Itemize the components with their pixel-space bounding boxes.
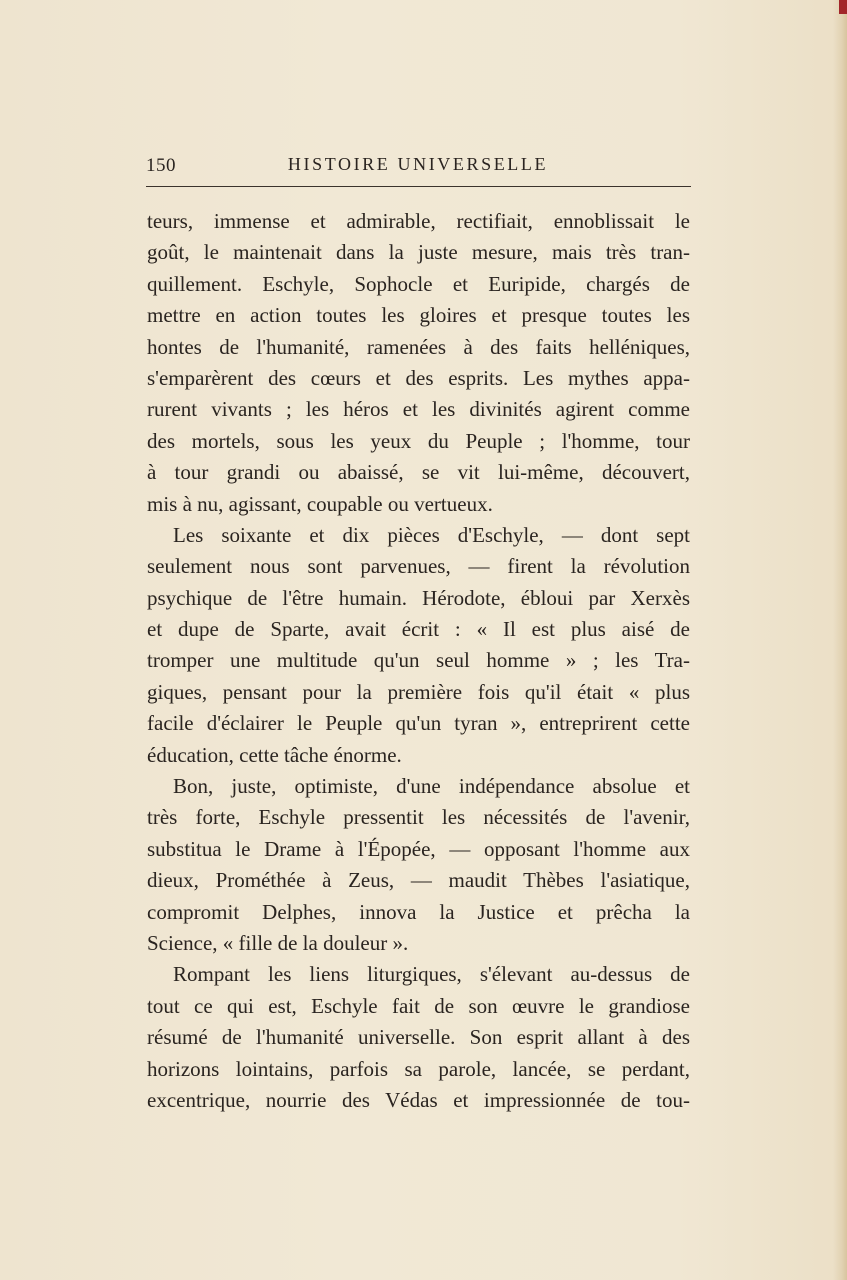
text-line: mis à nu, agissant, coupable ou vertueux. (147, 491, 493, 516)
text-line: goût, le maintenait dans la juste mesure, mais très tran- (147, 240, 690, 265)
text-line: mettre en action toutes les gloires et presque toutes les (147, 303, 690, 328)
text-line: hontes de l'humanité, ramenées à des faits helléniques, (147, 334, 690, 359)
text-line: Bon, juste, optimiste, d'une indépendance absolue et (173, 774, 690, 799)
paragraph-2 (147, 520, 690, 771)
text-line: Les soixante et dix pièces d'Eschyle, — dont sept (173, 522, 690, 547)
body-text (147, 206, 690, 1116)
text-line: psychique de l'être humain. Hérodote, ébloui par Xerxès (147, 585, 690, 610)
paragraph-3 (147, 771, 690, 959)
text-line: substitua le Drame à l'Épopée, — opposant l'homme aux (147, 836, 690, 861)
text-line: quillement. Eschyle, Sophocle et Euripide, chargés de (147, 271, 690, 296)
text-line: Science, « fille de la douleur ». (147, 930, 409, 955)
text-line: et dupe de Sparte, avait écrit : « Il est plus aisé de (147, 617, 690, 642)
text-line: tout ce qui est, Eschyle fait de son œuvre le grandiose (147, 993, 690, 1018)
text-line: seulement nous sont parvenues, — firent la révolution (147, 554, 690, 579)
text-line: des mortels, sous les yeux du Peuple ; l'homme, tour (147, 428, 690, 453)
page-header (146, 150, 690, 184)
header-rule (146, 186, 691, 187)
text-line: Rompant les liens liturgiques, s'élevant au-dessus de (173, 962, 690, 987)
corner-mark (839, 0, 847, 14)
running-head: HISTOIRE UNIVERSELLE (287, 154, 549, 174)
text-line: horizons lointains, parfois sa parole, lancée, se perdant, (147, 1056, 690, 1081)
paragraph-4 (147, 959, 690, 1116)
text-line: résumé de l'humanité universelle. Son esprit allant à des (147, 1025, 690, 1050)
text-line: rurent vivants ; les héros et les divinités agirent comme (147, 397, 690, 422)
text-line: s'emparèrent des cœurs et des esprits. Les mythes appa- (147, 365, 690, 390)
text-line: teurs, immense et admirable, rectifiait, ennoblissait le (147, 209, 690, 233)
text-line: dieux, Prométhée à Zeus, — maudit Thèbes l'asiatique, (147, 868, 690, 893)
paragraph-1 (147, 206, 690, 520)
text-line: facile d'éclairer le Peuple qu'un tyran », entreprirent cette (147, 711, 690, 736)
text-line: excentrique, nourrie des Védas et impressionnée de tou- (147, 1087, 690, 1112)
text-line: à tour grandi ou abaissé, se vit lui-même, découvert, (147, 460, 690, 485)
text-line: très forte, Eschyle pressentit les nécessités de l'avenir, (147, 805, 690, 830)
text-line: éducation, cette tâche énorme. (147, 742, 402, 767)
text-line: giques, pensant pour la première fois qu'il était « plus (147, 679, 690, 704)
page-edge (833, 0, 847, 1280)
text-line: compromit Delphes, innova la Justice et prêcha la (147, 899, 690, 924)
text-line: tromper une multitude qu'un seul homme » ; les Tra- (147, 648, 690, 673)
page-number: 150 (146, 155, 176, 176)
